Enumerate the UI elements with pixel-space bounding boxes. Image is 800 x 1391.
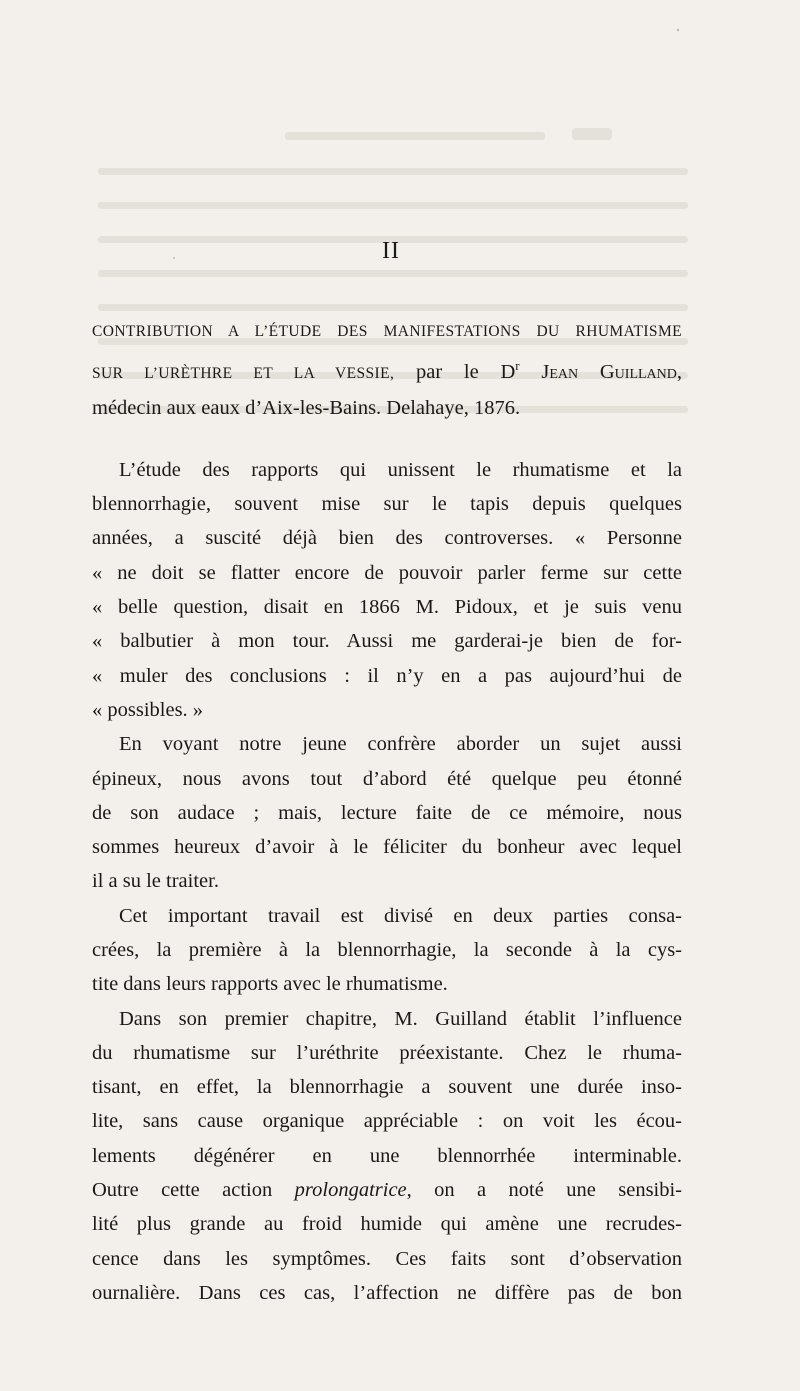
text-line: En voyant notre jeune confrère aborder un sujet aussi	[119, 733, 682, 756]
document-page	[92, 238, 682, 1310]
text-line: sommes heureux d’avoir à le féliciter du bonheur avec lequel	[92, 836, 682, 859]
paragraph-4	[92, 1002, 682, 1311]
text-line: lite, sans cause organique appréciable : on voit les écou-	[92, 1110, 682, 1133]
text-line: L’étude des rapports qui unissent le rhumatisme et la	[119, 458, 682, 481]
paragraph-2	[92, 727, 682, 898]
heading-by: par le D	[394, 360, 516, 383]
text-line: « ne doit se flatter encore de pouvoir parler ferme sur cette	[92, 561, 682, 584]
text-fragment: Outre cette action	[92, 1179, 295, 1202]
text-line: « belle question, disait en 1866 M. Pidoux, et je suis venu	[92, 596, 682, 619]
article-heading	[92, 313, 682, 425]
text-line: lité plus grande au froid humide qui amène une recrudes-	[92, 1213, 682, 1236]
text-line: années, a suscité déjà bien des controverses. « Personne	[92, 527, 682, 550]
text-line: tisant, en effet, la blennorrhagie a souvent une durée inso-	[92, 1076, 682, 1099]
heading-author-name: Jean Guilland,	[519, 360, 682, 383]
heading-author-affiliation: médecin aux eaux d’Aix-les-Bains. Delahaye, 1876.	[92, 396, 521, 419]
text-line: il a su le traiter.	[92, 870, 219, 893]
text-line: Cet important travail est divisé en deux parties consa-	[119, 904, 682, 927]
text-line: épineux, nous avons tout d’abord été quelque peu étonné	[92, 767, 682, 790]
heading-doctor-sup: r	[515, 358, 520, 373]
text-line: de son audace ; mais, lecture faite de ce mémoire, nous	[92, 801, 682, 824]
paragraph-1	[92, 453, 682, 727]
text-line: blennorrhagie, souvent mise sur le tapis depuis quelques	[92, 493, 682, 516]
text-line: « muler des conclusions : il n’y en a pas aujourd’hui de	[92, 664, 682, 687]
heading-title-line1: CONTRIBUTION A L’ÉTUDE DES MANIFESTATIONS DU RHUMATISME	[92, 323, 682, 340]
text-line: tite dans leurs rapports avec le rhumatisme.	[92, 973, 448, 996]
italic-term: prolongatrice	[294, 1179, 407, 1202]
text-line: crées, la première à la blennorrhagie, la seconde à la cys-	[92, 938, 682, 961]
text-line: cence dans les symptômes. Ces faits sont d’observation	[92, 1247, 682, 1270]
text-line-with-italic	[92, 1173, 682, 1207]
text-fragment: , on a noté une sensibi-	[406, 1179, 683, 1202]
text-line: lements dégénérer en une blennorrhée interminable.	[92, 1144, 682, 1167]
paragraph-3	[92, 899, 682, 1002]
text-line: ournalière. Dans ces cas, l’affection ne diffère pas de bon	[92, 1281, 682, 1304]
text-line: « balbutier à mon tour. Aussi me garderai-je bien de for-	[92, 630, 682, 653]
section-numeral: II	[382, 238, 400, 264]
text-line: « possibles. »	[92, 698, 204, 721]
text-line: Dans son premier chapitre, M. Guilland établit l’influence	[119, 1007, 682, 1030]
text-line: du rhumatisme sur l’uréthrite préexistante. Chez le rhuma-	[92, 1041, 682, 1064]
heading-title-line2: SUR L’URÈTHRE ET LA VESSIE,	[92, 364, 395, 382]
